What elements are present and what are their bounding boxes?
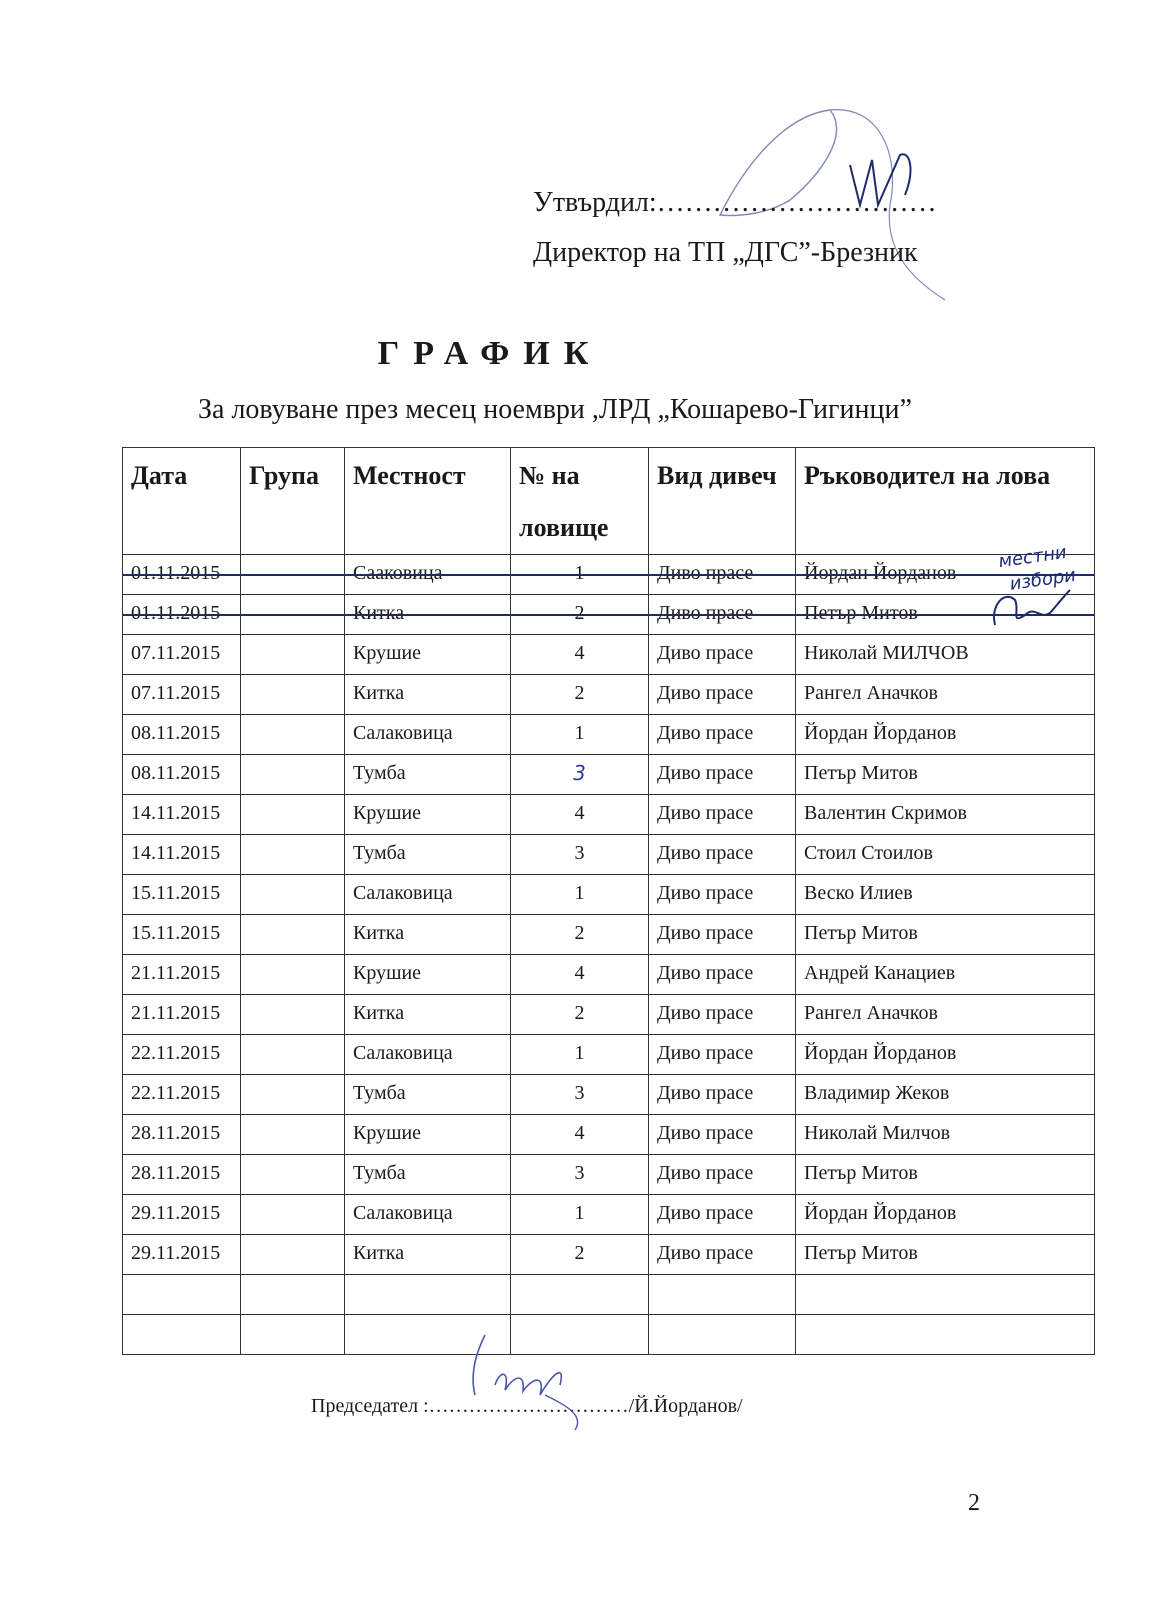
- table-row: [123, 875, 1095, 915]
- table-row: [123, 795, 1095, 835]
- cell-game: Диво прасе: [649, 595, 796, 635]
- cell-game: Диво прасе: [649, 835, 796, 875]
- document-title: ГРАФИК: [377, 335, 603, 372]
- cell-leader: Петър Митов: [796, 595, 1095, 635]
- hunting-schedule-table: [122, 447, 1095, 1355]
- cell-date: 15.11.2015: [123, 915, 241, 955]
- cell-date: 14.11.2015: [123, 795, 241, 835]
- cell-leader: Йордан Йорданов: [796, 1195, 1095, 1235]
- cell-leader: Владимир Жеков: [796, 1075, 1095, 1115]
- cell-group: [241, 955, 345, 995]
- approval-block: [533, 178, 937, 278]
- cell-place: Крушие: [345, 795, 511, 835]
- table-row-struck: [123, 555, 1095, 595]
- cell-date: 01.11.2015: [123, 595, 241, 635]
- cell-place: Салаковица: [345, 715, 511, 755]
- table-row-struck: [123, 595, 1095, 635]
- cell-game: Диво прасе: [649, 1155, 796, 1195]
- cell-group: [241, 1075, 345, 1115]
- table-row: [123, 1195, 1095, 1235]
- cell-group: [241, 635, 345, 675]
- cell-game: Диво прасе: [649, 955, 796, 995]
- cell-game: Диво прасе: [649, 875, 796, 915]
- cell-date: 22.11.2015: [123, 1075, 241, 1115]
- cell-game: Диво прасе: [649, 1075, 796, 1115]
- cell-leader: Валентин Скримов: [796, 795, 1095, 835]
- note-line-2: избори: [1008, 564, 1078, 595]
- page-number: 2: [968, 1490, 980, 1516]
- cell-number: 1: [511, 555, 649, 595]
- cell-group: [241, 915, 345, 955]
- cell-game: Диво прасе: [649, 715, 796, 755]
- table-header-row: [123, 448, 1095, 555]
- cell-empty: [511, 1275, 649, 1315]
- cell-place: Тумба: [345, 755, 511, 795]
- cell-place: Крушие: [345, 1115, 511, 1155]
- document-subtitle: За ловуване през месец ноември ,ЛРД „Кошарево-Гигинци”: [198, 394, 912, 425]
- cell-group: [241, 1155, 345, 1195]
- cell-group: [241, 755, 345, 795]
- cell-game: Диво прасе: [649, 1195, 796, 1235]
- cell-number: 3: [511, 1155, 649, 1195]
- table-row: [123, 835, 1095, 875]
- approved-by-label: Утвърдил:…………………………: [533, 187, 937, 218]
- cell-group: [241, 1115, 345, 1155]
- cell-place: Китка: [345, 995, 511, 1035]
- header-place: Местност: [345, 448, 511, 555]
- cell-empty: [123, 1275, 241, 1315]
- cell-group: [241, 835, 345, 875]
- table-row: [123, 955, 1095, 995]
- cell-date: 28.11.2015: [123, 1155, 241, 1195]
- cell-number: 4: [511, 635, 649, 675]
- cell-number: 4: [511, 955, 649, 995]
- table-row: [123, 1115, 1095, 1155]
- cell-leader: Рангел Аначков: [796, 675, 1095, 715]
- cell-group: [241, 715, 345, 755]
- cell-empty: [796, 1315, 1095, 1355]
- cell-number: 1: [511, 715, 649, 755]
- table-row: [123, 1155, 1095, 1195]
- cell-place: Сааковица: [345, 555, 511, 595]
- cell-place: Китка: [345, 675, 511, 715]
- cell-number: 3: [511, 1075, 649, 1115]
- table-row: [123, 715, 1095, 755]
- cell-date: 14.11.2015: [123, 835, 241, 875]
- table-row: [123, 915, 1095, 955]
- cell-date: 29.11.2015: [123, 1235, 241, 1275]
- cell-date: 07.11.2015: [123, 675, 241, 715]
- cell-game: Диво прасе: [649, 1115, 796, 1155]
- cell-place: Китка: [345, 915, 511, 955]
- table-row: [123, 675, 1095, 715]
- cell-leader: Стоил Стоилов: [796, 835, 1095, 875]
- cell-leader: Петър Митов: [796, 1155, 1095, 1195]
- cell-number: 1: [511, 875, 649, 915]
- cell-game: Диво прасе: [649, 915, 796, 955]
- cell-game: Диво прасе: [649, 755, 796, 795]
- cell-number: 1: [511, 1035, 649, 1075]
- cell-date: 22.11.2015: [123, 1035, 241, 1075]
- table-row: [123, 1035, 1095, 1075]
- cell-game: Диво прасе: [649, 795, 796, 835]
- cell-leader: Веско Илиев: [796, 875, 1095, 915]
- cell-date: 15.11.2015: [123, 875, 241, 915]
- cell-leader: Йордан Йорданов: [796, 555, 1095, 595]
- cell-group: [241, 675, 345, 715]
- cell-game: Диво прасе: [649, 1035, 796, 1075]
- cell-number: 4: [511, 795, 649, 835]
- cell-place: Салаковица: [345, 1195, 511, 1235]
- cell-empty: [796, 1275, 1095, 1315]
- table-row: [123, 635, 1095, 675]
- cell-number: 2: [511, 1235, 649, 1275]
- cell-date: 08.11.2015: [123, 755, 241, 795]
- cell-place: Тумба: [345, 1075, 511, 1115]
- cell-place: Китка: [345, 595, 511, 635]
- cell-group: [241, 595, 345, 635]
- chairman-line: Председател :…………………………/Й.Йорданов/: [311, 1395, 743, 1417]
- cell-leader: Рангел Аначков: [796, 995, 1095, 1035]
- cell-leader: Йордан Йорданов: [796, 1035, 1095, 1075]
- header-hunting-ground-number: № на ловище: [511, 448, 649, 555]
- cell-number: 2: [511, 595, 649, 635]
- cell-date: 21.11.2015: [123, 955, 241, 995]
- cell-date: 21.11.2015: [123, 995, 241, 1035]
- cell-leader: Петър Митов: [796, 755, 1095, 795]
- cell-game: Диво прасе: [649, 1235, 796, 1275]
- cell-empty: [345, 1275, 511, 1315]
- cell-game: Диво прасе: [649, 675, 796, 715]
- cell-date: 01.11.2015: [123, 555, 241, 595]
- cell-leader: Петър Митов: [796, 915, 1095, 955]
- margin-initials-signature: [985, 585, 1075, 635]
- table-row: [123, 1075, 1095, 1115]
- cell-number: 1: [511, 1195, 649, 1235]
- header-group: Група: [241, 448, 345, 555]
- cell-place: Крушие: [345, 955, 511, 995]
- cell-group: [241, 795, 345, 835]
- cell-group: [241, 875, 345, 915]
- table-row: [123, 995, 1095, 1035]
- cell-place: Тумба: [345, 835, 511, 875]
- cell-number: 2: [511, 675, 649, 715]
- cell-leader: Андрей Канациев: [796, 955, 1095, 995]
- cell-date: 29.11.2015: [123, 1195, 241, 1235]
- cell-place: Китка: [345, 1235, 511, 1275]
- cell-number-handwritten: 3: [511, 755, 649, 795]
- cell-place: Тумба: [345, 1155, 511, 1195]
- cell-group: [241, 995, 345, 1035]
- cell-date: 07.11.2015: [123, 635, 241, 675]
- header-game-type: Вид дивеч: [649, 448, 796, 555]
- cell-empty: [649, 1275, 796, 1315]
- cell-group: [241, 1195, 345, 1235]
- cell-game: Диво прасе: [649, 635, 796, 675]
- chairman-signature: [455, 1325, 615, 1435]
- cell-empty: [241, 1315, 345, 1355]
- cell-empty: [123, 1315, 241, 1355]
- table-row: [123, 1235, 1095, 1275]
- cell-leader: Петър Митов: [796, 1235, 1095, 1275]
- cell-empty: [649, 1315, 796, 1355]
- cell-group: [241, 1235, 345, 1275]
- header-date: Дата: [123, 448, 241, 555]
- table-row-empty: [123, 1275, 1095, 1315]
- cell-game: Диво прасе: [649, 555, 796, 595]
- cell-leader: Николай Милчов: [796, 1115, 1095, 1155]
- cell-empty: [241, 1275, 345, 1315]
- cell-leader: Йордан Йорданов: [796, 715, 1095, 755]
- cell-place: Крушие: [345, 635, 511, 675]
- cell-date: 08.11.2015: [123, 715, 241, 755]
- cell-leader: Николай МИЛЧОВ: [796, 635, 1095, 675]
- table-row: [123, 755, 1095, 795]
- cell-number: 2: [511, 995, 649, 1035]
- cell-date: 28.11.2015: [123, 1115, 241, 1155]
- cell-number: 4: [511, 1115, 649, 1155]
- cell-group: [241, 555, 345, 595]
- director-label: Директор на ТП „ДГС”-Брезник: [533, 237, 918, 268]
- header-hunt-leader: Ръководител на лова: [796, 448, 1095, 555]
- cell-number: 2: [511, 915, 649, 955]
- cell-game: Диво прасе: [649, 995, 796, 1035]
- cell-place: Салаковица: [345, 1035, 511, 1075]
- cell-group: [241, 1035, 345, 1075]
- note-line-1: местни: [997, 541, 1068, 573]
- cell-place: Салаковица: [345, 875, 511, 915]
- cell-number: 3: [511, 835, 649, 875]
